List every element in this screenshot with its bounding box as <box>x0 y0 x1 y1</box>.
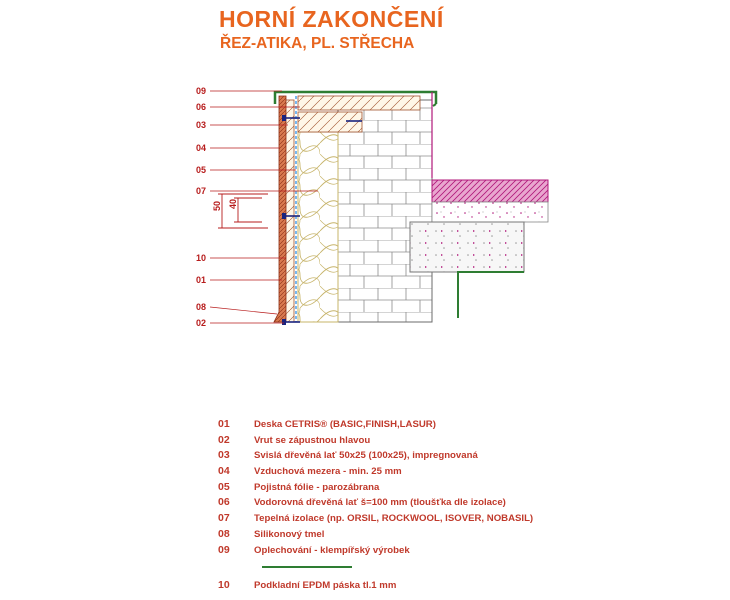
legend-number: 01 <box>218 418 230 430</box>
legend-text: Vodorovná dřevěná lať š=100 mm (tloušťka dle izolace) <box>254 497 506 509</box>
legend-number: 07 <box>218 512 230 525</box>
legend-item <box>218 418 688 434</box>
legend-text: Svislá dřevěná lať 50x25 (100x25), impregnovaná <box>254 450 478 462</box>
legend-item <box>218 512 688 528</box>
callout-06: 06 <box>196 102 207 112</box>
legend-item <box>218 449 688 465</box>
drawing-title: HORNÍ ZAKONČENÍ <box>219 6 444 32</box>
ceiling-flashing <box>458 272 524 318</box>
legend <box>218 418 688 595</box>
legend-number: 03 <box>218 449 230 462</box>
callout-01: 01 <box>196 275 207 285</box>
callout-08: 08 <box>196 302 207 312</box>
concrete-slab <box>410 222 524 272</box>
legend-text: Oplechování - klempířský výrobek <box>254 544 410 556</box>
cetris-board <box>274 96 286 322</box>
legend-item <box>218 434 688 450</box>
legend-item <box>218 544 688 560</box>
epdm-tape-symbol <box>262 566 352 568</box>
legend-text: Podkladní EPDM páska tl.1 mm <box>254 580 397 592</box>
legend-item <box>218 579 688 595</box>
legend-number: 02 <box>218 433 230 446</box>
thermal-insulation <box>298 132 338 322</box>
legend-text: Vrut se zápustnou hlavou <box>254 434 371 446</box>
callout-10: 10 <box>196 253 207 263</box>
legend-number: 04 <box>218 465 230 478</box>
callout-09: 09 <box>196 86 207 96</box>
dimension-inner: 40 <box>228 198 238 209</box>
legend-item <box>218 465 688 481</box>
callout-02: 02 <box>196 318 207 328</box>
legend-item <box>218 481 688 497</box>
dimension-lines <box>218 194 268 228</box>
dimension-outer: 50 <box>212 200 222 211</box>
masonry-wall <box>338 100 432 322</box>
roof-screed <box>432 202 548 222</box>
legend-number: 08 <box>218 527 230 540</box>
callout-07: 07 <box>196 186 207 196</box>
horizontal-batten <box>298 96 420 110</box>
legend-number: 06 <box>218 496 230 509</box>
drawing-subtitle: ŘEZ-ATIKA, PL. STŘECHA <box>220 35 415 52</box>
legend-text: Tepelná izolace (np. ORSIL, ROCKWOOL, ISOVER, NOBASIL) <box>254 513 534 525</box>
legend-number: 10 <box>218 579 230 592</box>
legend-text: Silikonový tmel <box>254 528 325 540</box>
roof-membrane-layer <box>432 180 548 202</box>
legend-item <box>218 496 688 512</box>
legend-number: 09 <box>218 543 230 556</box>
legend-text: Deska CETRIS® (BASIC,FINISH,LASUR) <box>254 419 436 430</box>
legend-text: Vzduchová mezera - min. 25 mm <box>254 466 402 478</box>
horizontal-batten <box>298 112 362 132</box>
legend-text: Pojistná fólie - parozábrana <box>254 481 380 493</box>
legend-separator <box>218 559 688 579</box>
callout-04: 04 <box>196 143 207 153</box>
legend-number: 05 <box>218 480 230 493</box>
flashing-end <box>433 104 436 106</box>
callout-05: 05 <box>196 165 207 175</box>
callout-03: 03 <box>196 120 207 130</box>
legend-item <box>218 528 688 544</box>
